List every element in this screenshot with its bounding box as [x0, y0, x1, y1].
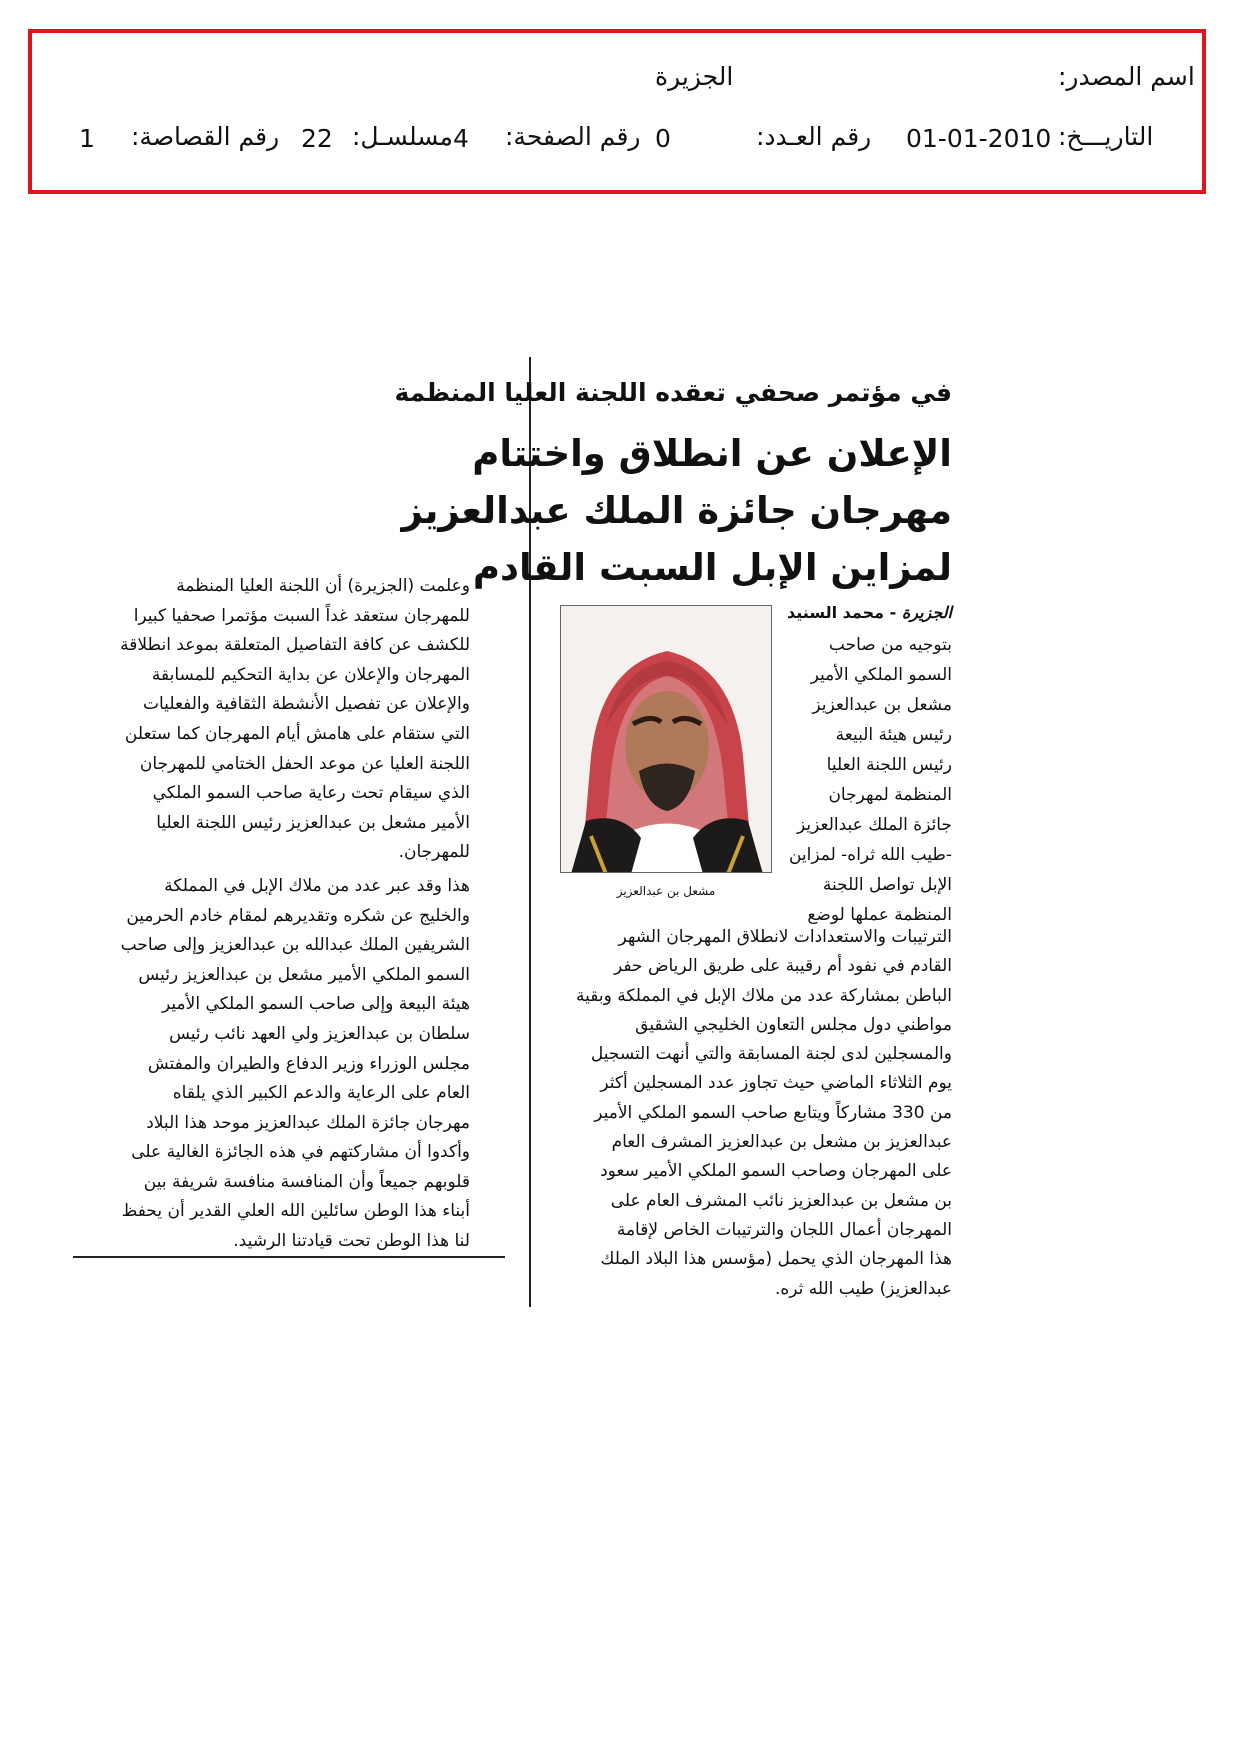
body-line: أبناء هذا الوطن سائلين الله العلي القدير أن يحفظ: [121, 1201, 470, 1222]
source-value: الجزيرة: [655, 62, 734, 91]
headline-line: مهرجان جائزة الملك عبدالعزيز: [401, 489, 952, 532]
source-label: اسم المصدر:: [1058, 62, 1195, 91]
page-label: رقم الصفحة:: [505, 122, 641, 151]
body-line: مشعل بن عبدالعزيز: [812, 695, 952, 715]
photo-caption: مشعل بن عبدالعزيز: [616, 884, 716, 898]
date-label: التاريـــخ:: [1058, 122, 1154, 151]
article-byline: [787, 603, 952, 622]
clip-value: 1: [79, 124, 95, 153]
serial-label: مسلسـل:: [352, 122, 453, 151]
body-line: من 330 مشاركاً ويتابع صاحب السمو الملكي الأمير: [594, 1102, 952, 1123]
byline-author: محمد السنيد: [787, 603, 885, 622]
body-column-narrow: [772, 630, 952, 930]
body-line: للمهرجان ستعقد غداً السبت مؤتمرا صحفيا كبيرا: [133, 605, 470, 626]
body-line: السمو الملكي الأمير مشعل بن عبدالعزيز رئيس: [138, 964, 470, 985]
body-line: بن مشعل بن عبدالعزيز نائب المشرف العام على: [610, 1190, 952, 1211]
body-line: مواطني دول مجلس التعاون الخليجي الشقيق: [635, 1014, 952, 1035]
body-column-wide: [552, 923, 952, 1304]
body-line: قلوبهم جميعاً وأن المنافسة منافسة شريفة بين: [143, 1171, 470, 1192]
body-line: هذا وقد عبر عدد من ملاك الإبل في المملكة: [164, 875, 470, 896]
body-line: والمسجلين لدى لجنة المسابقة والتي أنهت التسجيل: [590, 1044, 952, 1065]
body-line: سلطان بن عبدالعزيز ولي العهد نائب رئيس: [169, 1023, 470, 1044]
body-line: مهرجان جائزة الملك عبدالعزيز موحد هذا البلاد: [146, 1112, 470, 1133]
body-line: الإبل تواصل اللجنة: [822, 875, 952, 895]
body-line: عبدالعزيز) طيب الله ثره.: [774, 1278, 952, 1299]
serial-value: 22: [301, 124, 333, 153]
body-line: العام على الرعاية والدعم الكبير الذي يلقاه: [172, 1083, 470, 1104]
body-line: بتوجيه من صاحب: [828, 635, 952, 655]
body-line: للكشف عن كافة التفاصيل المتعلقة بموعد انطلاقة: [120, 635, 470, 656]
article-headline: [401, 425, 952, 596]
issue-value: 0: [655, 124, 671, 153]
body-line: هذا المهرجان الذي يحمل (مؤسس هذا البلاد الملك: [600, 1249, 952, 1270]
body-line: على المهرجان وصاحب السمو الملكي الأمير سعود: [600, 1161, 952, 1182]
body-line: هيئة البيعة وإلى صاحب السمو الملكي الأمير: [162, 994, 470, 1015]
body-line: التي ستقام على هامش أيام المهرجان كما ستعلن: [124, 723, 470, 744]
body-line: مجلس الوزراء وزير الدفاع والطيران والمفتش: [147, 1053, 470, 1074]
body-line: القادم في نفود أم رقيبة على طريق الرياض حفر: [614, 956, 952, 977]
body-line: المنظمة لمهرجان: [828, 785, 952, 805]
body-line: جائزة الملك عبدالعزيز: [797, 815, 952, 835]
body-line: والخليج عن شكره وتقديرهم لمقام خادم الحرمين: [126, 905, 470, 926]
headline-line: الإعلان عن انطلاق واختتام: [472, 432, 952, 475]
date-value: 01-01-2010: [906, 124, 1052, 153]
body-line: الترتيبات والاستعدادات لانطلاق المهرجان الشهر: [618, 927, 952, 947]
body-line: -طيب الله ثراه- لمزاين: [788, 845, 952, 865]
body-line: الباطن بمشاركة عدد من ملاك الإبل في المملكة وبقية: [576, 985, 952, 1006]
body-column-left: [70, 572, 470, 1257]
body-line: السمو الملكي الأمير: [810, 665, 952, 685]
body-line: وعلمت (الجزيرة) أن اللجنة العليا المنظمة: [176, 576, 470, 596]
clip-label: رقم القصاصة:: [131, 122, 280, 151]
body-line: لنا هذا الوطن تحت قيادتنا الرشيد.: [233, 1231, 470, 1252]
body-line: عبدالعزيز بن مشعل بن عبدالعزيز المشرف العام: [611, 1132, 952, 1153]
body-line: الذي سيقام تحت رعاية صاحب السمو الملكي: [152, 783, 470, 804]
portrait-photo: [560, 605, 772, 873]
body-line: وأكدوا أن مشاركتهم في هذه الجائزة الغالية على: [131, 1142, 470, 1163]
body-line: رئيس هيئة البيعة: [835, 725, 952, 745]
byline-separator: -: [884, 603, 902, 622]
body-line: المهرجان أعمال اللجان والترتيبات الخاص لإقامة: [616, 1219, 952, 1240]
body-line: الأمير مشعل بن عبدالعزيز رئيس اللجنة العليا: [156, 812, 470, 833]
body-line: رئيس اللجنة العليا: [826, 755, 952, 775]
body-line: اللجنة العليا عن موعد الحفل الختامي للمهرجان: [139, 753, 470, 774]
issue-label: رقم العـدد:: [756, 122, 872, 151]
article-kicker: في مؤتمر صحفي تعقده اللجنة العليا المنظمة: [394, 378, 952, 407]
body-line: المنظمة عملها لوضع: [807, 905, 952, 925]
body-line: المهرجان والإعلان عن بداية التحكيم للمسابقة: [151, 664, 470, 685]
body-line: يوم الثلاثاء الماضي حيث تجاوز عدد المسجلين أكثر: [600, 1073, 952, 1094]
page-value: 4: [453, 124, 469, 153]
byline-paper-logo: الجزيرة: [901, 603, 952, 622]
headline-line: لمزاين الإبل السبت القادم: [472, 546, 952, 589]
body-line: والإعلان عن تفصيل الأنشطة الثقافية والفعليات: [143, 694, 470, 715]
body-line: للمهرجان.: [398, 842, 470, 863]
body-line: الشريفين الملك عبدالله بن عبدالعزيز وإلى صاحب: [120, 935, 470, 956]
